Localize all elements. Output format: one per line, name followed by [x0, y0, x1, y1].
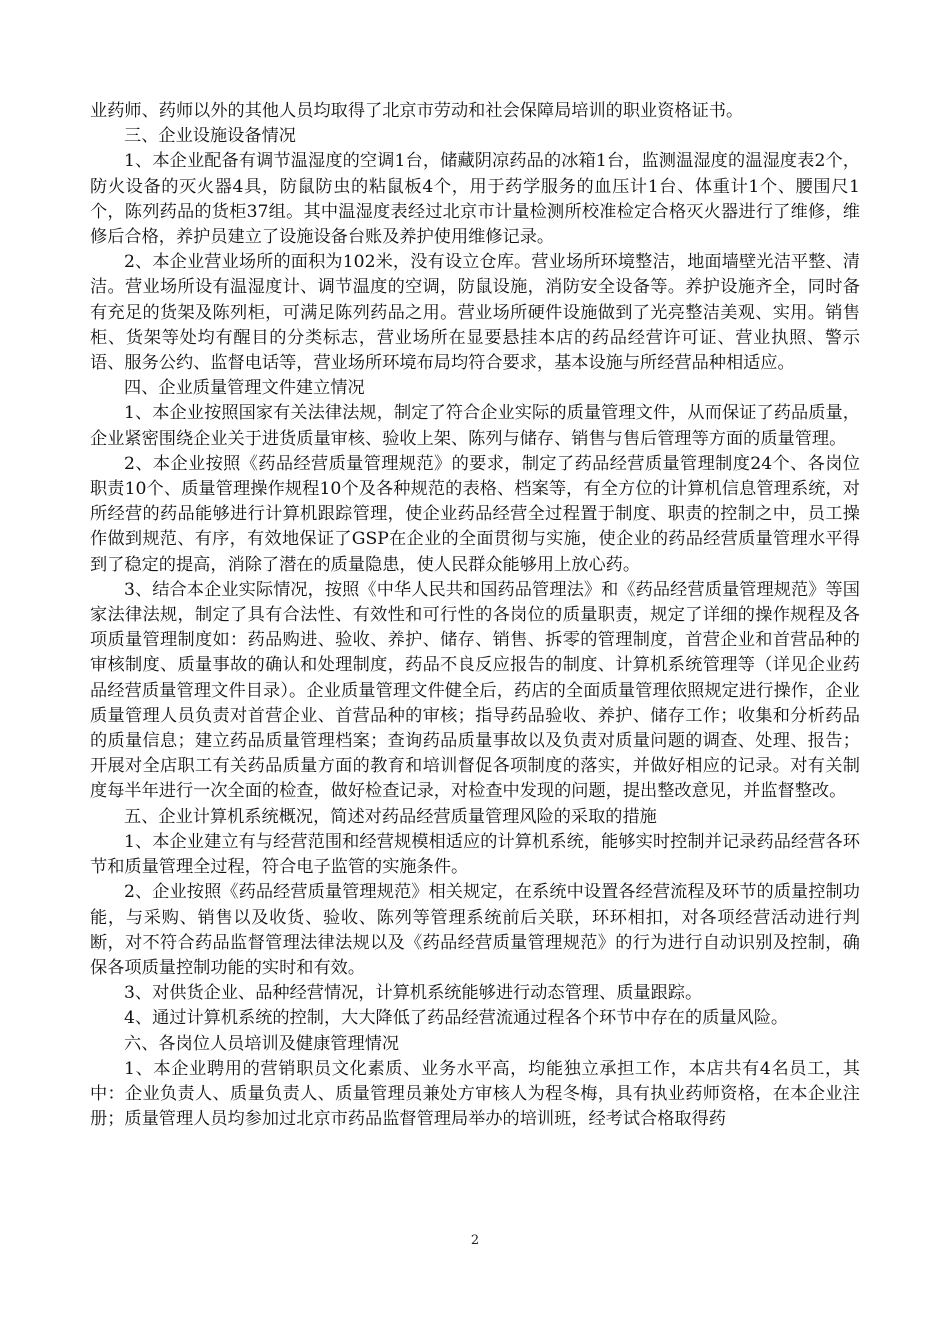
paragraph-facilities-2: 2、本企业营业场所的面积为102米，没有设立仓库。营业场所环境整洁，地面墙壁光洁平整、清洁。营业场所设有温湿度计、调节温度的空调，防鼠设施，消防安全设备等。养护设施齐全，同时备有充足的货架及陈列柜，可满足陈列药品之用。营业场所硬件设施做到了光亮整洁美观、实用。销售柜、货架等处均有醒目的分类标志，营业场所在显要悬挂本店的药品经营许可证、营业执照、警示语、服务公约、监督电话等，营业场所环境布局均符合要求，基本设施与所经营品种相适应。	[90, 252, 860, 374]
paragraph-continuation: 业药师、药师以外的其他人员均取得了北京市劳动和社会保障局培训的职业资格证书。	[90, 101, 744, 121]
section-heading-quality-documents: 四、企业质量管理文件建立情况	[124, 378, 365, 399]
paragraph-quality-documents-3: 3、结合本企业实际情况，按照《中华人民共和国药品管理法》和《药品经营质量管理规范》等国家法律法规，制定了具有合法性、有效性和可行性的各岗位的质量职责，规定了详细的操作规程及各项质量管理制度如：药品购进、验收、养护、储存、销售、拆零的管理制度，首营企业和首营品种的审核制度、质量事故的确认和处理制度，药品不良反应报告的制度、计算机系统管理等（详见企业药品经营质量管理文件目录）。企业质量管理文件健全后，药店的全面质量管理依照规定进行操作，企业质量管理人员负责对首营企业、首营品种的审核；指导药品验收、养护、储存工作；收集和分析药品的质量信息；建立药品质量管理档案；查询药品质量事故以及负责对质量问题的调查、处理、报告；开展对全店职工有关药品质量方面的教育和培训督促各项制度的落实，并做好相应的记录。对有关制度每半年进行一次全面的检查，做好检查记录，对检查中发现的问题，提出整改意见，并监督整改。	[90, 579, 860, 802]
paragraph-computer-system-2: 2、企业按照《药品经营质量管理规范》相关规定，在系统中设置各经营流程及环节的质量控制功能，与采购、销售以及收货、验收、陈列等管理系统前后关联，环环相扣，对各项经营活动进行判断，对不符合药品监督管理法律法规以及《药品经营质量管理规范》的行为进行自动识别及控制，确保各项质量控制功能的实时和有效。	[90, 882, 860, 978]
paragraph-training-health-1: 1、本企业聘用的营销职员文化素质、业务水平高，均能独立承担工作，本店共有4名员工，其中：企业负责人、质量负责人、质量管理员兼处方审核人为程冬梅，具有执业药师资格，在本企业注册；质量管理人员均参加过北京市药品监督管理局举办的培训班，经考试合格取得药	[90, 1058, 860, 1130]
paragraph-computer-system-4: 4、通过计算机系统的控制，大大降低了药品经营流通过程各个环节中存在的质量风险。	[124, 1008, 789, 1029]
paragraph-computer-system-1: 1、本企业建立有与经营范围和经营规模相适应的计算机系统，能够实时控制并记录药品经营各环节和质量管理全过程，符合电子监管的实施条件。	[90, 831, 860, 878]
section-heading-training-health: 六、各岗位人员培训及健康管理情况	[124, 1033, 400, 1054]
page-number: 2	[470, 1233, 480, 1248]
paragraph-quality-documents-2: 2、本企业按照《药品经营质量管理规范》的要求，制定了药品经营质量管理制度24个、各岗位职责10个、质量管理操作规程10个及各种规范的表格、档案等，有全方位的计算机信息管理系统，对所经营的药品能够进行计算机跟踪管理，使企业药品经营全过程置于制度、职责的控制之中，员工操作做到规范、有序，有效地保证了GSP在企业的全面贯彻与实施，使企业的药品经营质量管理水平得到了稳定的提高，消除了潜在的质量隐患，使人民群众能够用上放心药。	[90, 453, 860, 575]
section-heading-computer-system: 五、企业计算机系统概况，简述对药品经营质量管理风险的采取的措施	[124, 806, 657, 827]
paragraph-facilities-1: 1、本企业配备有调节温湿度的空调1台，储藏阴凉药品的冰箱1台，监测温湿度的温湿度表2个，防火设备的灭火器4具，防鼠防虫的粘鼠板4个，用于药学服务的血压计1台、体重计1个、腰围尺1个，陈列药品的货柜37组。其中温湿度表经过北京市计量检测所校准检定合格灭火器进行了维修，维修后合格，养护员建立了设施设备台账及养护使用维修记录。	[90, 151, 860, 248]
paragraph-computer-system-3: 3、对供货企业、品种经营情况，计算机系统能够进行动态管理、质量跟踪。	[124, 983, 703, 1004]
paragraph-quality-documents-1: 1、本企业按照国家有关法律法规，制定了符合企业实际的质量管理文件，从而保证了药品质量，企业紧密围绕企业关于进货质量审核、验收上架、陈列与储存、销售与售后管理等方面的质量管理。	[90, 403, 860, 449]
section-heading-facilities: 三、企业设施设备情况	[124, 126, 296, 147]
document-body	[90, 99, 860, 1132]
